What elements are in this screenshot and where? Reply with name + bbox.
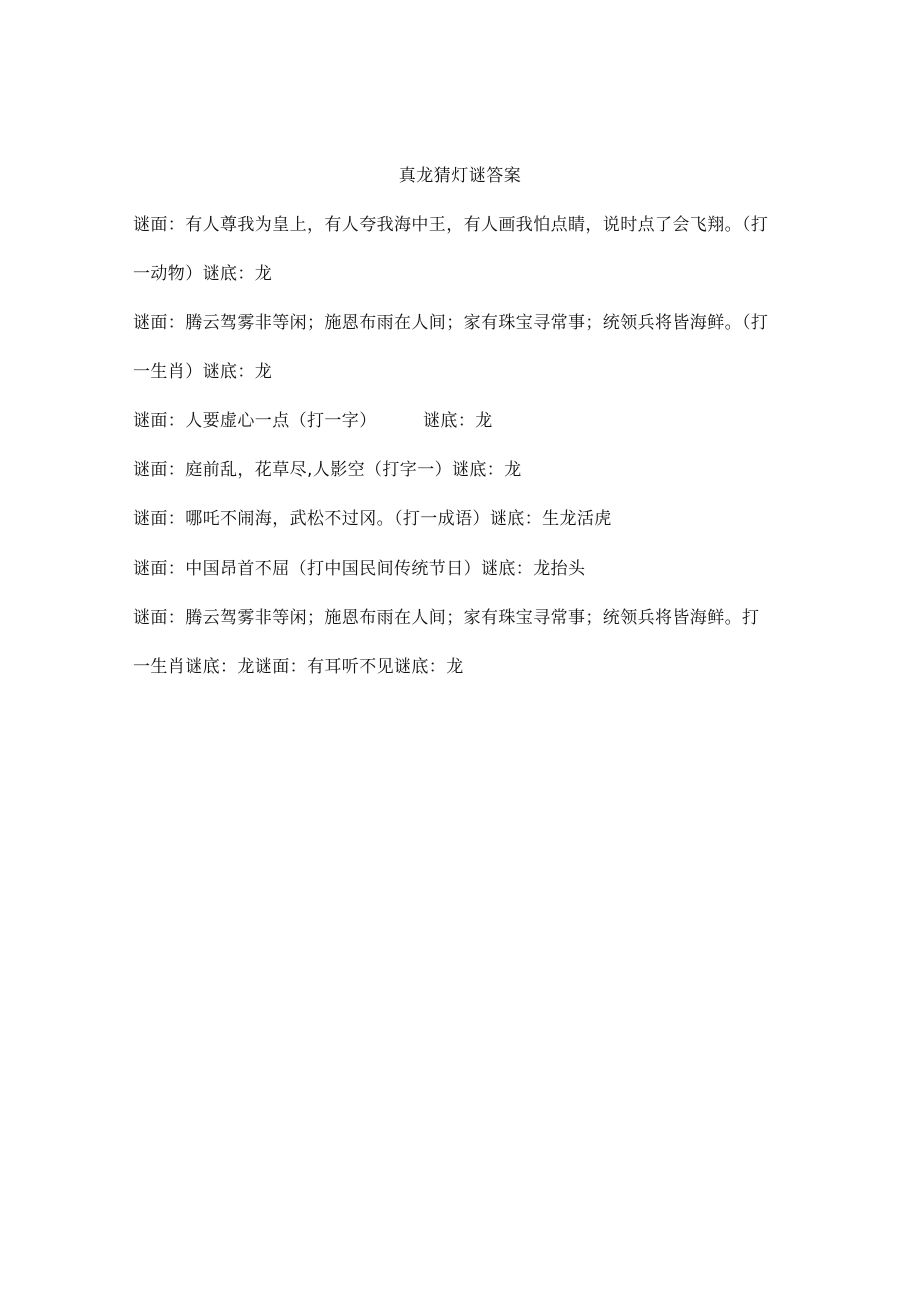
document-title: 真龙猜灯谜答案 bbox=[398, 166, 522, 186]
riddle-line-10: 一生肖谜底：龙谜面：有耳听不见谜底：龙 bbox=[133, 657, 464, 677]
riddle-line-4: 一生肖）谜底：龙 bbox=[133, 362, 273, 382]
riddle-line-3: 谜面：腾云驾雾非等闲；施恩布雨在人间；家有珠宝寻常事；统领兵将皆海鲜。（打 bbox=[133, 313, 769, 333]
riddle-line-6: 谜面：庭前乱，花草尽,人影空（打字一）谜底：龙 bbox=[133, 460, 522, 480]
riddle-line-2: 一动物）谜底：龙 bbox=[133, 264, 273, 284]
riddle-line-5: 谜面：人要虚心一点（打一字） 谜底：龙 bbox=[133, 411, 493, 431]
riddle-line-9: 谜面：腾云驾雾非等闲；施恩布雨在人间；家有珠宝寻常事；统领兵将皆海鲜。打 bbox=[133, 608, 760, 628]
riddle-line-8: 谜面：中国昂首不屈（打中国民间传统节日）谜底：龙抬头 bbox=[133, 559, 586, 579]
riddle-line-1: 谜面：有人尊我为皇上，有人夸我海中王，有人画我怕点睛，说时点了会飞翔。（打 bbox=[133, 215, 769, 235]
riddle-line-7: 谜面：哪吒不闹海，武松不过冈。（打一成语）谜底：生龙活虎 bbox=[133, 509, 612, 529]
